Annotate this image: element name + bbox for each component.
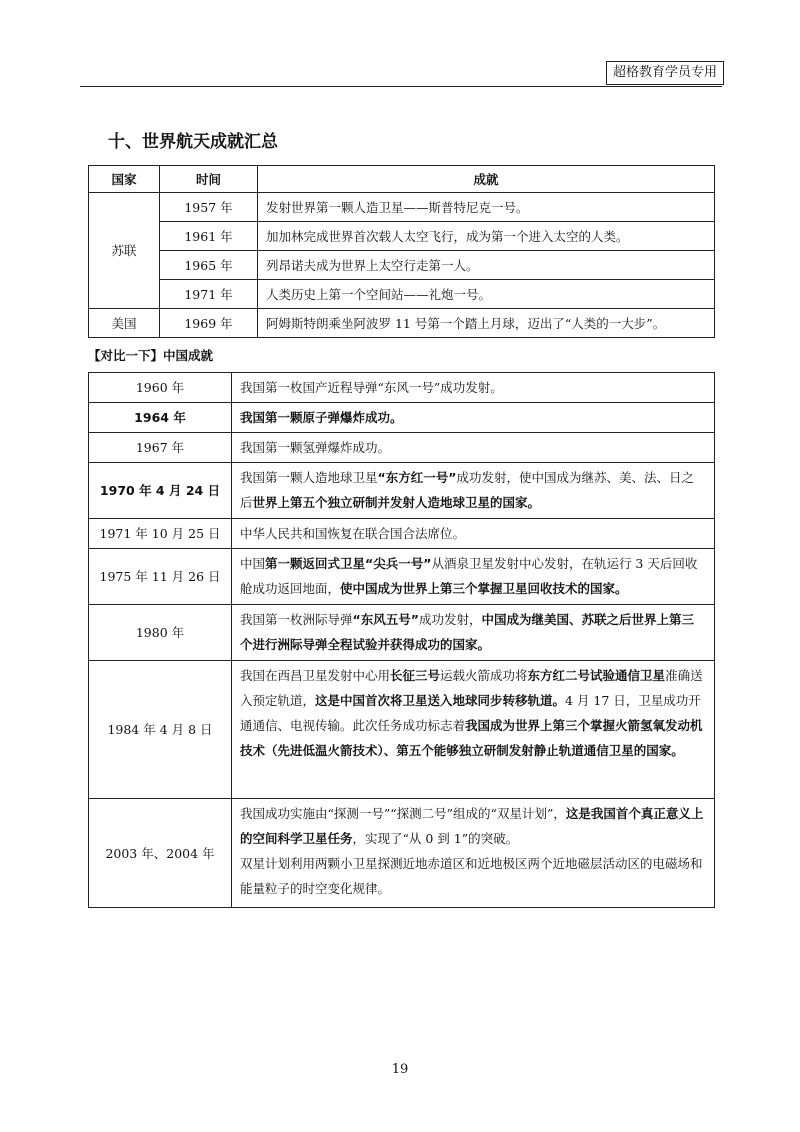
country-cell: 美国 (89, 309, 160, 338)
section-title: 十、世界航天成就汇总 (108, 132, 278, 152)
description-cell: 中华人民共和国恢复在联合国合法席位。 (232, 519, 715, 549)
time-cell: 1965 年 (160, 251, 258, 280)
world-achievements-table (88, 165, 715, 338)
date-cell: 1964 年 (89, 403, 232, 433)
header-stamp: 超格教育学员专用 (606, 61, 724, 85)
text-run: 我国第一颗人造地球卫星 (240, 470, 378, 485)
table-row (89, 433, 715, 463)
date-cell: 1984 年 4 月 8 日 (89, 661, 232, 799)
country-cell: 苏联 (89, 193, 160, 309)
table-header-row (89, 166, 715, 193)
date-cell: 2003 年、2004 年 (89, 799, 232, 908)
bold-run: 我国成为世界上第三个掌握火箭氢氧发动机技术（先进低温火箭技术）、第五个能够独立研制发射静止轨道通信卫星的国家。 (240, 718, 703, 758)
text-run: 成功发射， (418, 612, 482, 627)
bold-run: 使中国成为世界上第三个掌握卫星回收技术的国家。 (340, 581, 628, 596)
description-cell: 我国第一枚国产近程导弹“东风一号”成功发射。 (232, 373, 715, 403)
table-row (89, 605, 715, 661)
header-divider (80, 86, 722, 87)
achievement-cell: 列昂诺夫成为世界上太空行走第一人。 (258, 251, 715, 280)
time-cell: 1969 年 (160, 309, 258, 338)
text-run: 从酒泉卫星发射中心发射，在轨运行 3 天后回收舱成功返回地面， (240, 556, 698, 596)
date-cell: 1967 年 (89, 433, 232, 463)
table-row (89, 373, 715, 403)
table-row (89, 222, 715, 251)
text-run: 双星计划利用两颗小卫星探测近地赤道区和近地极区两个近地磁层活动区的电磁场和能量粒子的时空变化规律。 (240, 856, 703, 896)
table-row (89, 519, 715, 549)
achievement-cell: 阿姆斯特朗乘坐阿波罗 11 号第一个踏上月球，迈出了“人类的一大步”。 (258, 309, 715, 338)
bold-run: 东方红二号试验通信卫星 (527, 668, 666, 683)
description-cell (232, 799, 715, 908)
table-row (89, 280, 715, 309)
text-run: ，实现了“从 0 到 1”的突破。 (352, 831, 519, 846)
bold-run: 这是我国首个真正意义上的空间科学卫星任务 (240, 806, 704, 846)
bold-run: 这是中国首次将卫星送入地球同步转移轨道。 (315, 693, 566, 708)
table-row (89, 193, 715, 222)
text-run: 中国 (240, 556, 266, 571)
page-number: 19 (391, 1062, 409, 1077)
text-run: 4 月 17 日，卫星成功开通通信、电视传输。此次任务成功标志着 (240, 693, 701, 733)
date-cell: 1975 年 11 月 26 日 (89, 549, 232, 605)
col-header-time: 时间 (160, 166, 258, 193)
table-row (89, 463, 715, 519)
bold-run: 世界上第五个独立研制并发射人造地球卫星的国家。 (252, 495, 541, 510)
description-cell: 我国第一颗氢弹爆炸成功。 (232, 433, 715, 463)
table-row (89, 799, 715, 908)
date-cell: 1960 年 (89, 373, 232, 403)
table-row (89, 549, 715, 605)
date-cell: 1980 年 (89, 605, 232, 661)
time-cell: 1961 年 (160, 222, 258, 251)
description-cell (232, 463, 715, 519)
text-run: 运载火箭成功将 (440, 668, 528, 683)
text-run: 准确送入预定轨道， (240, 668, 703, 708)
description-cell (232, 549, 715, 605)
bold-run: “东方红一号” (377, 470, 457, 485)
text-run: 我国在西昌卫星发射中心用 (240, 668, 391, 683)
achievement-cell: 人类历史上第一个空间站——礼炮一号。 (258, 280, 715, 309)
text-run: 我国成功实施由“探测一号”“探测二号”组成的“双星计划”， (240, 806, 566, 821)
text-run: 成功发射，使中国成为继苏、美、法、日之后 (240, 470, 694, 510)
compare-title: 【对比一下】中国成就 (88, 348, 214, 363)
achievement-cell: 加加林完成世界首次载人太空飞行，成为第一个进入太空的人类。 (258, 222, 715, 251)
china-achievements-table (88, 372, 715, 908)
bold-run: 长征三号 (390, 668, 441, 683)
table-row (89, 309, 715, 338)
description-cell (232, 661, 715, 799)
date-cell: 1971 年 10 月 25 日 (89, 519, 232, 549)
table-row (89, 403, 715, 433)
time-cell: 1957 年 (160, 193, 258, 222)
description-cell (232, 605, 715, 661)
table-row (89, 661, 715, 799)
description-cell: 我国第一颗原子弹爆炸成功。 (232, 403, 715, 433)
col-header-achievement: 成就 (258, 166, 715, 193)
table-row (89, 251, 715, 280)
bold-run: 中国成为继美国、苏联之后世界上第三个进行洲际导弹全程试验并获得成功的国家。 (240, 612, 694, 652)
col-header-country: 国家 (89, 166, 160, 193)
bold-run: 第一颗返回式卫星“尖兵一号” (265, 556, 432, 571)
time-cell: 1971 年 (160, 280, 258, 309)
date-cell: 1970 年 4 月 24 日 (89, 463, 232, 519)
achievement-cell: 发射世界第一颗人造卫星——斯普特尼克一号。 (258, 193, 715, 222)
text-run: 我国第一枚洲际导弹 (240, 612, 353, 627)
bold-run: “东风五号” (352, 612, 419, 627)
